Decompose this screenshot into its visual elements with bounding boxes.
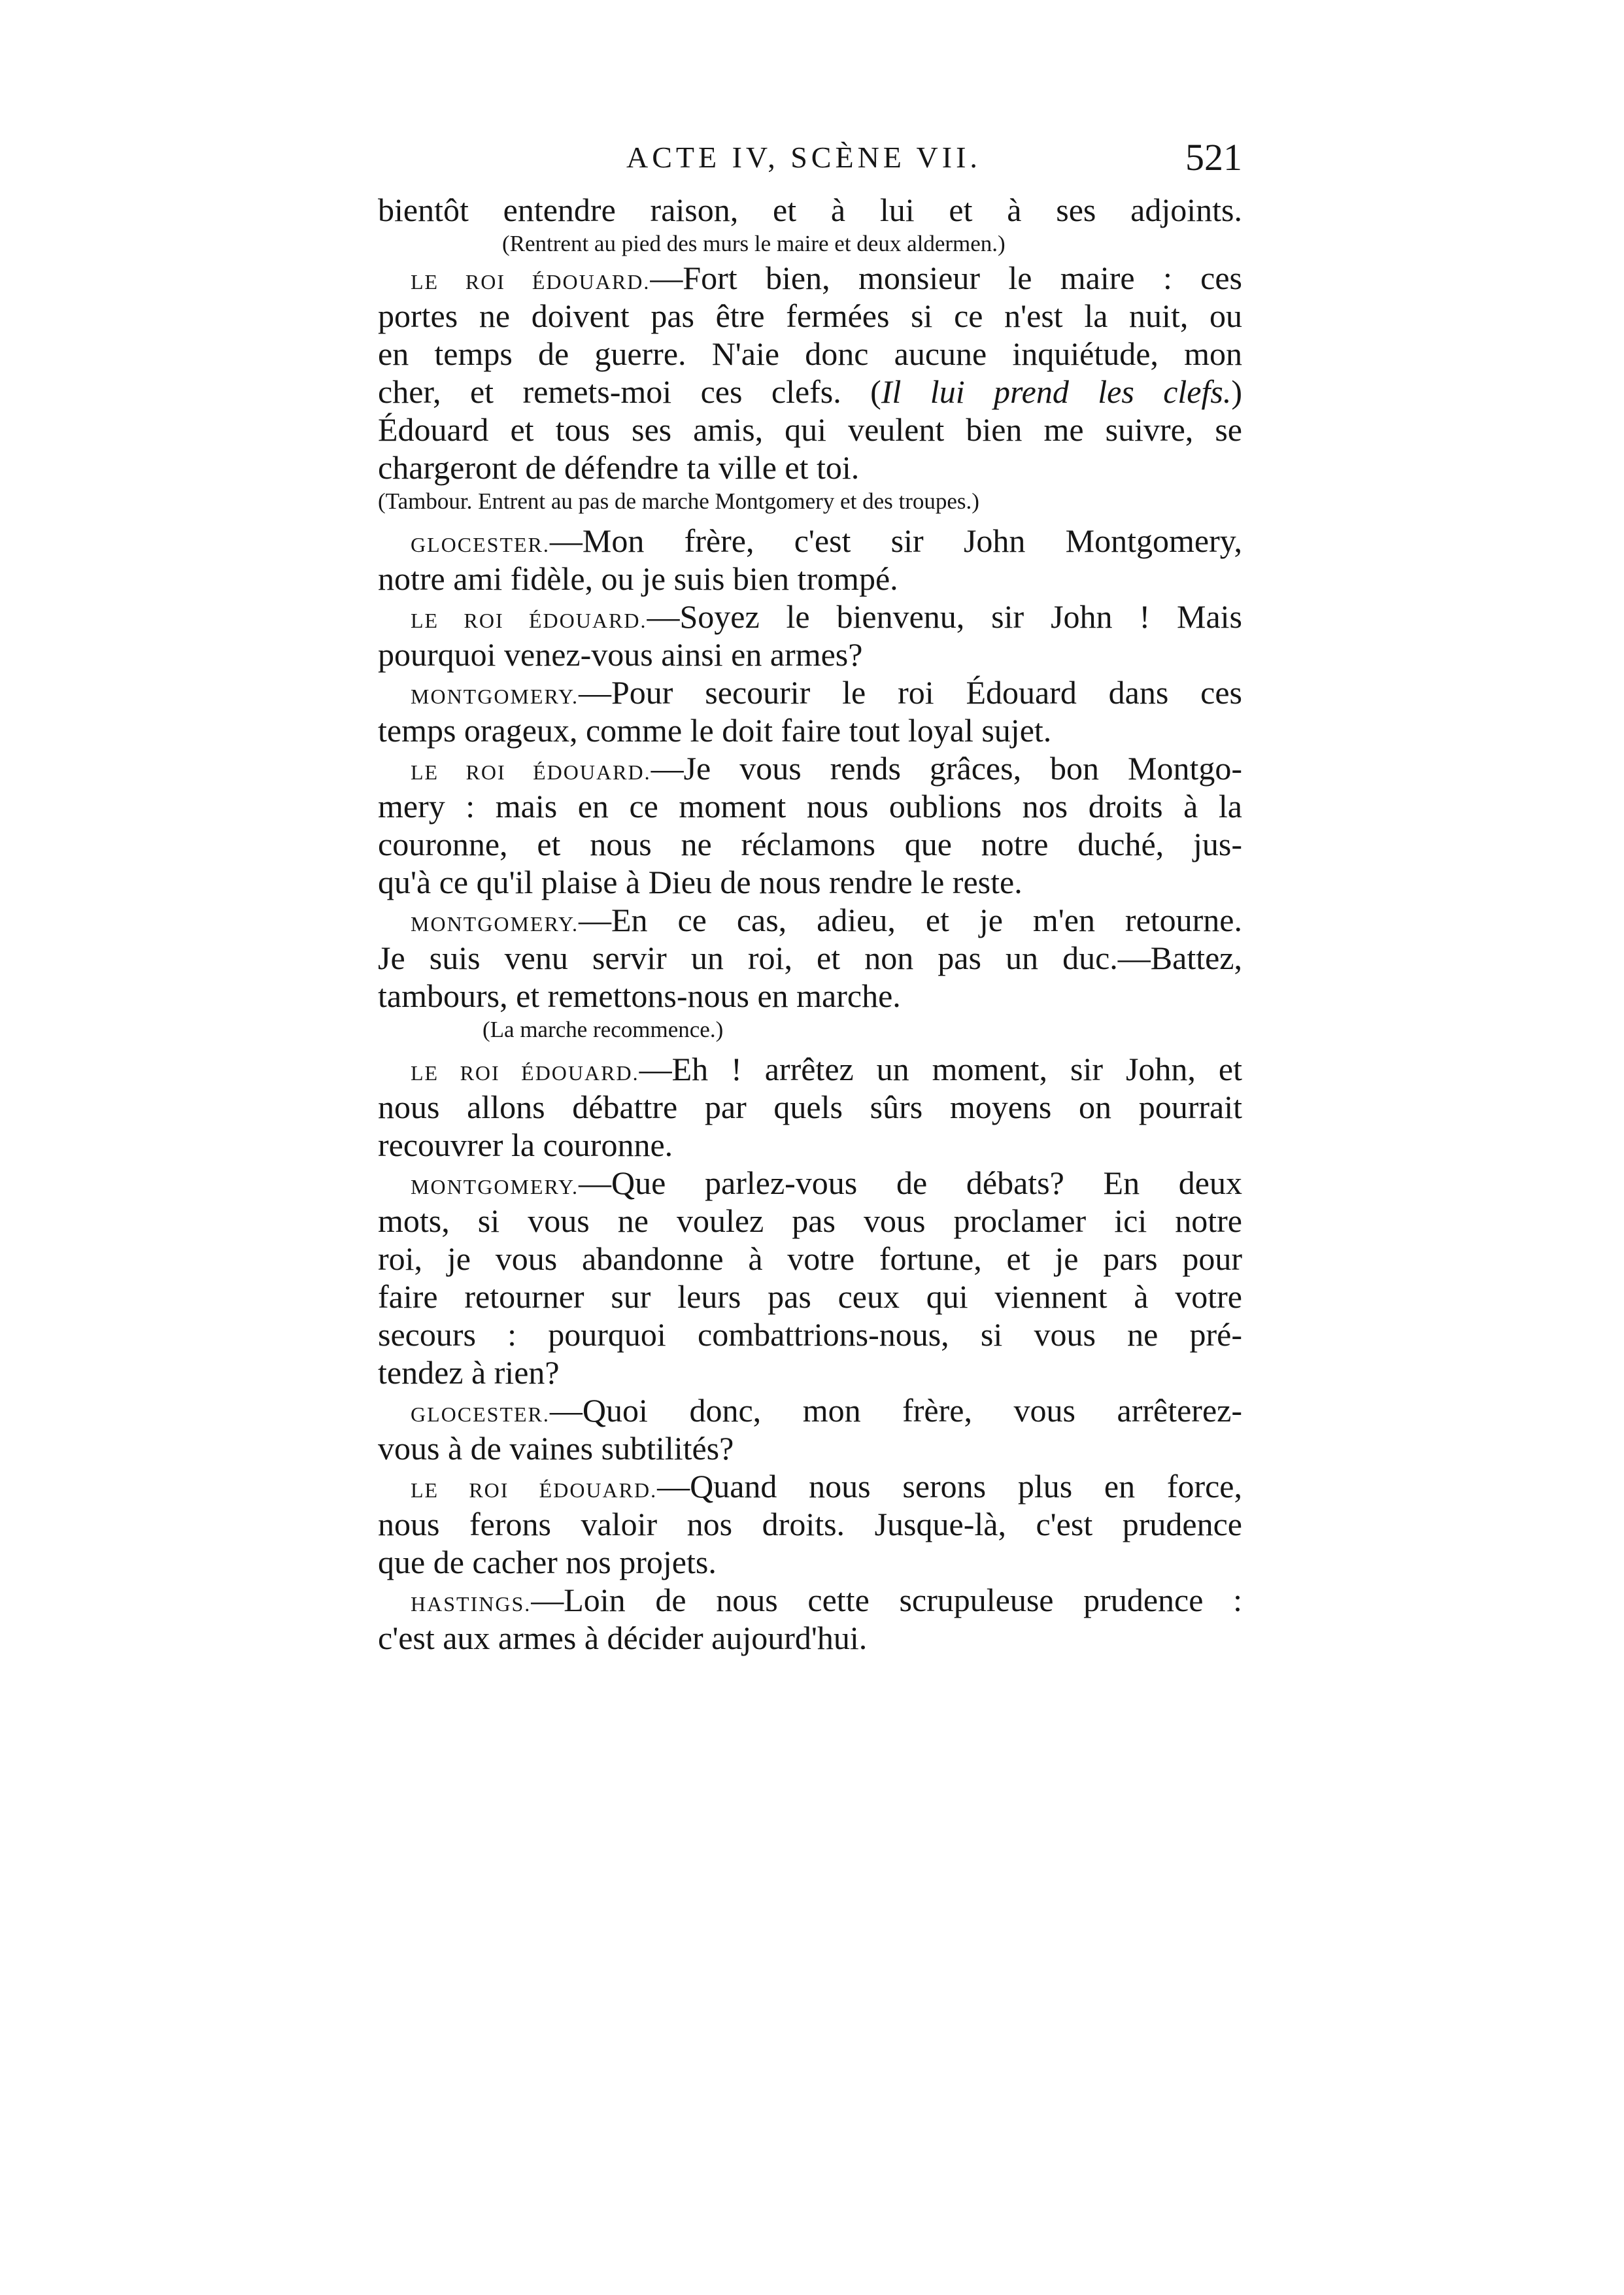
speaker-name: LE ROI ÉDOUARD. bbox=[411, 1478, 658, 1502]
speech-text: —Soyez le bienvenu, sir John ! Mais bbox=[647, 598, 1242, 635]
text-line: couronne, et nous ne réclamons que notre duché, jus- bbox=[378, 826, 1242, 862]
speech-line bbox=[378, 1581, 1242, 1619]
text-line: nous ferons valoir nos droits. Jusque-là, c'est prudence bbox=[378, 1506, 1242, 1542]
speech-text: —Loin de nous cette scrupuleuse prudence : bbox=[531, 1582, 1242, 1618]
speaker-name: LE ROI ÉDOUARD. bbox=[411, 270, 651, 294]
stage-direction-inline: Il lui prend les clefs. bbox=[881, 373, 1232, 410]
text-line: mery : mais en ce moment nous oublions nos droits à la bbox=[378, 788, 1242, 824]
text-line: portes ne doivent pas être fermées si ce n'est la nuit, ou bbox=[378, 298, 1242, 334]
stage-direction: (Rentrent au pied des murs le maire et deux aldermen.) bbox=[502, 231, 1006, 256]
speaker-name: LE ROI ÉDOUARD. bbox=[411, 609, 647, 632]
text-line: faire retourner sur leurs pas ceux qui viennent à votre bbox=[378, 1278, 1242, 1315]
text-line: bientôt entendre raison, et à lui et à ses adjoints. bbox=[378, 192, 1242, 228]
speech-line bbox=[378, 522, 1242, 560]
speech-line bbox=[378, 901, 1242, 939]
speech-text: —Mon frère, c'est sir John Montgomery, bbox=[549, 522, 1242, 559]
speaker-name: MONTGOMERY. bbox=[411, 1175, 579, 1198]
text-line: chargeront de défendre ta ville et toi. bbox=[378, 449, 860, 486]
stage-direction: (Tambour. Entrent au pas de marche Montgomery et des troupes.) bbox=[378, 488, 979, 514]
speech-text: —Que parlez-vous de débats? En deux bbox=[579, 1164, 1242, 1201]
text-line: qu'à ce qu'il plaise à Dieu de nous rendre le reste. bbox=[378, 864, 1023, 900]
speech-line bbox=[378, 1467, 1242, 1505]
text-line: tambours, et remettons-nous en marche. bbox=[378, 978, 901, 1014]
page-header bbox=[378, 134, 1242, 181]
speech-text: —Eh ! arrêtez un moment, sir John, et bbox=[639, 1051, 1242, 1087]
speech-line bbox=[378, 1391, 1242, 1429]
text-line: tendez à rien? bbox=[378, 1354, 560, 1391]
text-line bbox=[378, 373, 1242, 411]
text-line: que de cacher nos projets. bbox=[378, 1544, 717, 1580]
text-line: temps orageux, comme le doit faire tout loyal sujet. bbox=[378, 712, 1052, 749]
speech-text: —Quand nous serons plus en force, bbox=[657, 1468, 1243, 1504]
running-title: ACTE IV, SCÈNE VII. bbox=[626, 141, 981, 174]
text-line: c'est aux armes à décider aujourd'hui. bbox=[378, 1620, 868, 1656]
text-line: nous allons débattre par quels sûrs moyens on pourrait bbox=[378, 1089, 1242, 1125]
speech-line bbox=[378, 598, 1242, 636]
speaker-name: GLOCESTER. bbox=[411, 533, 550, 556]
speech-text: —Quoi donc, mon frère, vous arrêterez- bbox=[549, 1392, 1242, 1429]
text-line: roi, je vous abandonne à votre fortune, et je pars pour bbox=[378, 1240, 1242, 1277]
page-number: 521 bbox=[1185, 136, 1242, 178]
text-fragment: ) bbox=[1231, 373, 1242, 410]
play-text bbox=[378, 191, 1242, 1657]
speaker-name: MONTGOMERY. bbox=[411, 685, 579, 708]
speech-line bbox=[378, 1164, 1242, 1202]
speaker-name: LE ROI ÉDOUARD. bbox=[411, 760, 651, 784]
text-line: Je suis venu servir un roi, et non pas un duc.—Battez, bbox=[378, 940, 1242, 976]
speech-text: —Pour secourir le roi Édouard dans ces bbox=[579, 674, 1242, 711]
text-line: vous à de vaines subtilités? bbox=[378, 1430, 734, 1467]
speech-text: —Je vous rends grâces, bon Montgo- bbox=[651, 750, 1242, 787]
speaker-name: HASTINGS. bbox=[411, 1592, 532, 1616]
text-line: mots, si vous ne voulez pas vous proclamer ici notre bbox=[378, 1202, 1242, 1239]
speech-line bbox=[378, 749, 1242, 787]
speaker-name: GLOCESTER. bbox=[411, 1402, 550, 1426]
text-line: notre ami fidèle, ou je suis bien trompé. bbox=[378, 560, 898, 597]
text-line: recouvrer la couronne. bbox=[378, 1127, 673, 1163]
stage-direction: (La marche recommence.) bbox=[482, 1017, 724, 1042]
speaker-name: LE ROI ÉDOUARD. bbox=[411, 1061, 639, 1085]
text-line: pourquoi venez-vous ainsi en armes? bbox=[378, 636, 863, 673]
text-line: Édouard et tous ses amis, qui veulent bien me suivre, se bbox=[378, 411, 1242, 448]
speech-line bbox=[378, 1050, 1242, 1088]
speaker-name: MONTGOMERY. bbox=[411, 912, 579, 936]
text-line: secours : pourquoi combattrions-nous, si vous ne pré- bbox=[378, 1316, 1242, 1353]
speech-line bbox=[378, 259, 1242, 297]
speech-text: —Fort bien, monsieur le maire : ces bbox=[650, 260, 1243, 296]
speech-line bbox=[378, 673, 1242, 711]
speech-text: —En ce cas, adieu, et je m'en retourne. bbox=[579, 902, 1242, 938]
text-line: en temps de guerre. N'aie donc aucune inquiétude, mon bbox=[378, 335, 1242, 372]
text-fragment: cher, et remets-moi ces clefs. ( bbox=[378, 373, 881, 410]
